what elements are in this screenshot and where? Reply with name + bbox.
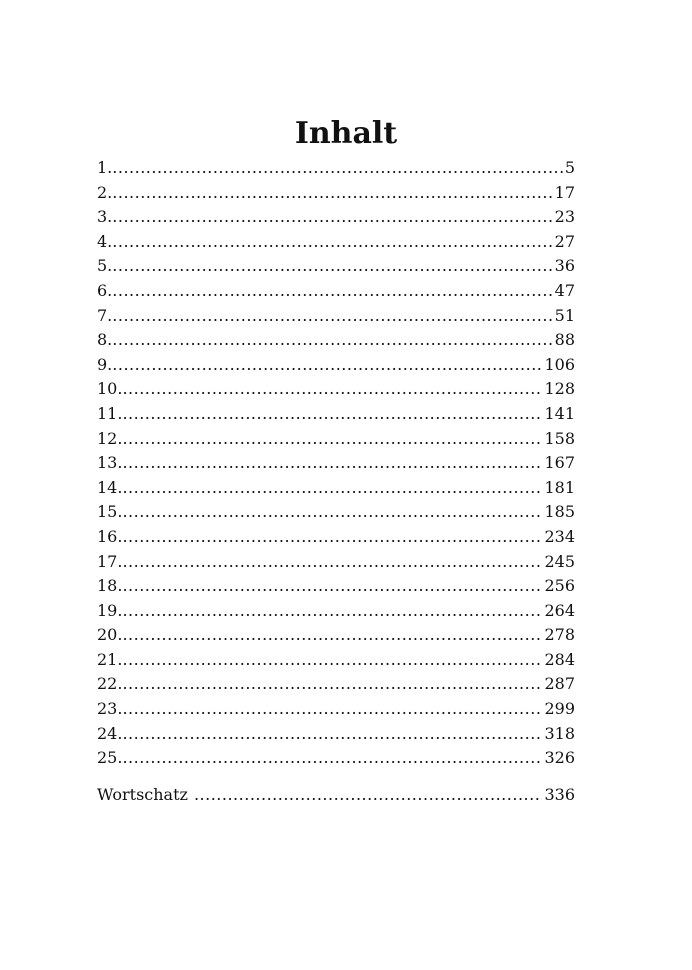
toc-leader-dots (112, 254, 552, 279)
toc-entry[interactable] (97, 672, 575, 697)
toc-entry[interactable] (97, 525, 575, 550)
toc-leader-dots (112, 230, 552, 255)
toc-entry[interactable] (97, 181, 575, 206)
toc-leader-dots (112, 328, 552, 353)
toc-entry-wortschatz[interactable] (97, 783, 575, 808)
toc-leader-dots (122, 599, 542, 624)
toc-entry-page: 326 (544, 748, 575, 768)
toc-entry-page: 167 (544, 453, 575, 473)
toc-entry-label: 23. (97, 699, 123, 719)
toc-entry[interactable] (97, 328, 575, 353)
toc-entry[interactable] (97, 279, 575, 304)
toc-entry[interactable] (97, 500, 575, 525)
toc-entry[interactable] (97, 353, 575, 378)
toc-entry-page: 128 (544, 379, 575, 399)
toc-entry[interactable] (97, 377, 575, 402)
toc-leader-dots (122, 525, 542, 550)
toc-entry[interactable] (97, 599, 575, 624)
toc-entry[interactable] (97, 156, 575, 181)
toc-leader-dots (112, 279, 552, 304)
toc-entry-label: 1. (97, 158, 113, 177)
toc-leader-dots (122, 427, 542, 452)
toc-entry-label: Wortschatz (97, 785, 188, 804)
toc-leader-dots (122, 697, 542, 722)
toc-entry-page: 47 (554, 280, 575, 300)
toc-entry[interactable] (97, 230, 575, 255)
toc-entry-page: 17 (554, 182, 575, 202)
toc-leader-dots (122, 672, 542, 697)
toc-entry[interactable] (97, 427, 575, 452)
toc-entry-page: 287 (544, 674, 575, 694)
toc-leader-dots (112, 304, 552, 329)
toc-entry[interactable] (97, 304, 575, 329)
toc-entry-page: 88 (554, 330, 575, 350)
toc-entry-label: 12. (97, 428, 123, 448)
toc-entry-page: 256 (544, 576, 575, 596)
toc-leader-dots (122, 623, 542, 648)
toc-entry[interactable] (97, 476, 575, 501)
toc-entry-label: 13. (97, 453, 123, 473)
toc-leader-dots (122, 746, 542, 771)
toc-entry[interactable] (97, 722, 575, 747)
toc-entry-page: 318 (544, 723, 575, 743)
toc-entry-page: 181 (544, 477, 575, 497)
toc-leader-dots (112, 353, 542, 378)
toc-leader-dots (122, 476, 542, 501)
table-of-contents (97, 156, 575, 771)
toc-entry-label: 25. (97, 748, 123, 768)
toc-entry[interactable] (97, 623, 575, 648)
toc-entry-page: 27 (554, 231, 575, 251)
toc-entry-page: 264 (544, 600, 575, 620)
toc-leader-dots (112, 156, 563, 181)
toc-leader-dots (112, 205, 552, 230)
toc-entry-page: 185 (544, 502, 575, 522)
toc-entry-page: 234 (544, 526, 575, 546)
toc-leader-dots (122, 451, 542, 476)
toc-entry[interactable] (97, 697, 575, 722)
toc-entry[interactable] (97, 574, 575, 599)
toc-entry-label: 17. (97, 551, 123, 571)
toc-leader-dots (122, 722, 542, 747)
toc-entry-page: 299 (544, 699, 575, 719)
toc-leader-dots (122, 377, 542, 402)
toc-entry-page: 278 (544, 625, 575, 645)
toc-entry-page: 141 (544, 403, 575, 423)
toc-entry[interactable] (97, 648, 575, 673)
toc-entry-label: 11. (97, 403, 123, 423)
toc-leader-dots (122, 402, 542, 427)
toc-entry[interactable] (97, 550, 575, 575)
toc-entry-label: 14. (97, 477, 123, 497)
toc-entry-label: 4. (97, 231, 113, 251)
toc-leader-dots (122, 648, 542, 673)
toc-entry[interactable] (97, 254, 575, 279)
toc-entry[interactable] (97, 746, 575, 771)
toc-entry-label: 20. (97, 625, 123, 645)
toc-entry-label: 8. (97, 330, 113, 350)
toc-entry[interactable] (97, 402, 575, 427)
toc-entry-label: 21. (97, 649, 123, 669)
toc-leader-dots (122, 500, 542, 525)
toc-entry[interactable] (97, 451, 575, 476)
toc-entry-page: 23 (554, 207, 575, 227)
toc-entry-label: 2. (97, 182, 113, 202)
toc-leader-dots (122, 550, 542, 575)
toc-entry-label: 3. (97, 207, 113, 227)
toc-entry-page: 5 (564, 158, 575, 177)
toc-entry-page: 158 (544, 428, 575, 448)
toc-entry-page: 284 (544, 649, 575, 669)
toc-entry-label: 9. (97, 354, 113, 374)
toc-entry-page: 36 (554, 256, 575, 276)
page-title: Inhalt (294, 116, 398, 151)
toc-entry-label: 24. (97, 723, 123, 743)
toc-entry-label: 5. (97, 256, 113, 276)
toc-entry-label: 19. (97, 600, 123, 620)
toc-entry-page: 106 (544, 354, 575, 374)
toc-leader-dots (112, 181, 552, 206)
toc-leader-dots (122, 574, 542, 599)
toc-entry-label: 15. (97, 502, 123, 522)
toc-entry-page: 51 (554, 305, 575, 325)
toc-entry-page: 245 (544, 551, 575, 571)
toc-entry-label: 18. (97, 576, 123, 596)
toc-entry-label: 10. (97, 379, 123, 399)
toc-entry-label: 7. (97, 305, 113, 325)
toc-entry-label: 16. (97, 526, 123, 546)
toc-entry-label: 6. (97, 280, 113, 300)
toc-entry-page: 336 (544, 785, 575, 804)
toc-entry-label: 22. (97, 674, 123, 694)
toc-leader-dots (194, 783, 543, 808)
toc-entry[interactable] (97, 205, 575, 230)
